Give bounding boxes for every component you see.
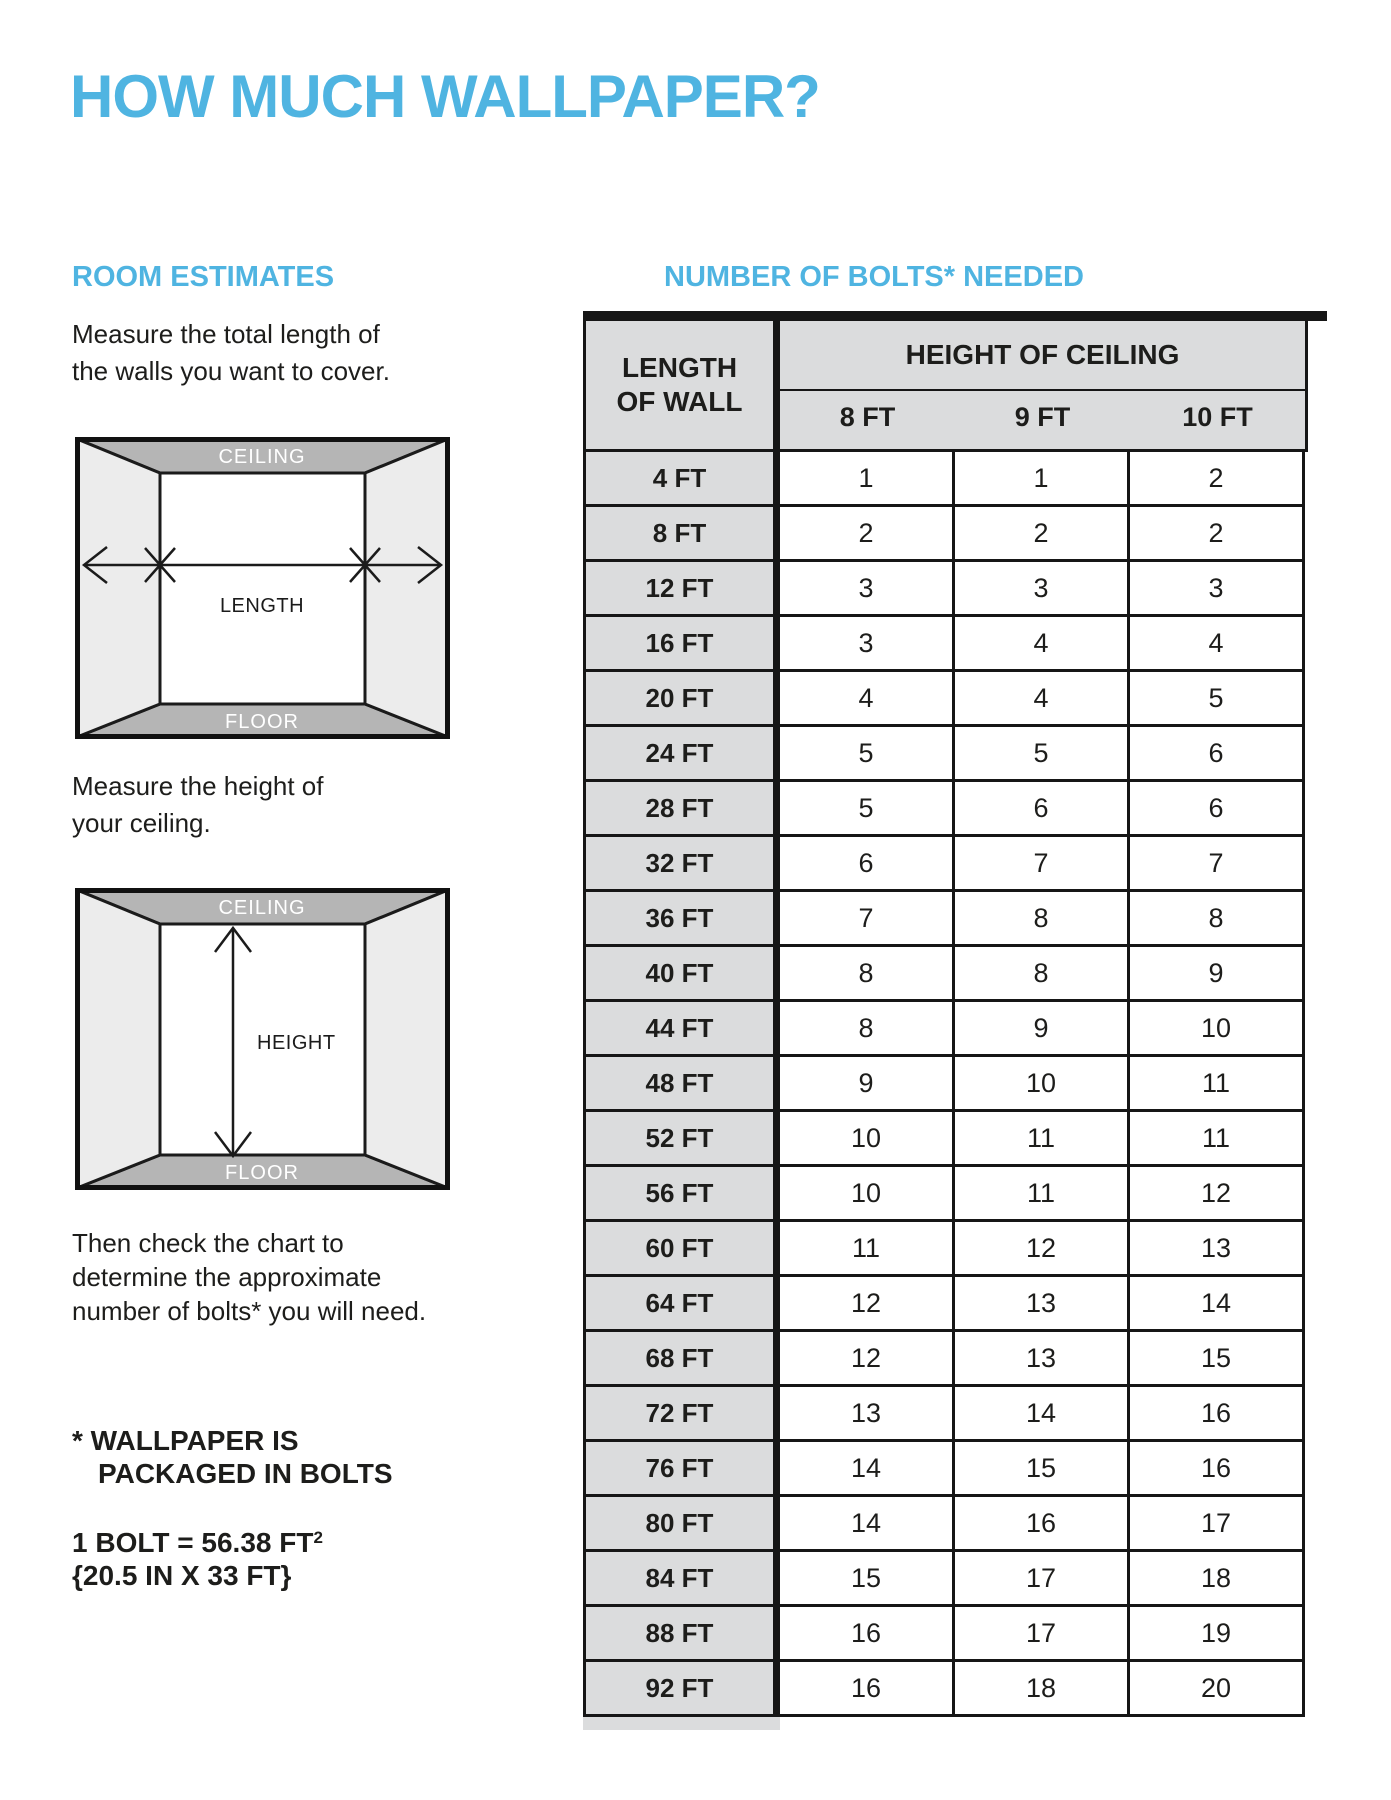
corner-line-1: LENGTH xyxy=(621,352,738,383)
intro-text xyxy=(72,316,390,390)
height-label: HEIGHT xyxy=(257,1032,336,1054)
height-line-2: your ceiling. xyxy=(72,808,211,838)
table-cell: 2 xyxy=(780,507,955,562)
header-right-section xyxy=(780,321,1308,452)
table-row xyxy=(583,617,1308,672)
table-cell: 11 xyxy=(1130,1057,1305,1112)
table-cell: 5 xyxy=(780,782,955,837)
ceiling-label: CEILING xyxy=(218,897,306,919)
table-row xyxy=(583,1442,1308,1497)
column-header-10ft: 10 FT xyxy=(1182,402,1253,432)
row-label: 44 FT xyxy=(583,1002,780,1057)
measure-height-text xyxy=(72,768,324,842)
row-label: 40 FT xyxy=(583,947,780,1002)
table-row xyxy=(583,1387,1308,1442)
table-cell: 9 xyxy=(780,1057,955,1112)
table-row xyxy=(583,1607,1308,1662)
table-row xyxy=(583,1277,1308,1332)
table-cell: 12 xyxy=(780,1332,955,1387)
table-row xyxy=(583,1112,1308,1167)
row-label: 60 FT xyxy=(583,1222,780,1277)
table-cell: 20 xyxy=(1130,1662,1305,1717)
table-row xyxy=(583,1057,1308,1112)
left-wall xyxy=(77,439,160,737)
table-cell: 18 xyxy=(955,1662,1130,1717)
height-line-1: Measure the height of xyxy=(72,771,324,801)
corner-line-2: OF WALL xyxy=(616,386,743,417)
table-cell: 4 xyxy=(955,672,1130,727)
column-headers xyxy=(780,391,1305,444)
row-label: 80 FT xyxy=(583,1497,780,1552)
check-line-1: Then check the chart to xyxy=(72,1228,344,1258)
table-cell: 8 xyxy=(1130,892,1305,947)
table-cell: 17 xyxy=(1130,1497,1305,1552)
room-length-diagram xyxy=(75,437,450,739)
table-cell: 6 xyxy=(1130,782,1305,837)
table-footer-tab xyxy=(583,1717,780,1730)
right-wall xyxy=(365,890,448,1188)
check-line-2: determine the approximate xyxy=(72,1262,382,1292)
table-cell: 5 xyxy=(780,727,955,782)
corner-header-length-of-wall xyxy=(583,321,780,452)
row-label: 64 FT xyxy=(583,1277,780,1332)
intro-line-1: Measure the total length of xyxy=(72,319,380,349)
table-cell: 17 xyxy=(955,1552,1130,1607)
table-cell: 11 xyxy=(955,1167,1130,1222)
length-label: LENGTH xyxy=(219,595,305,617)
table-cell: 4 xyxy=(780,672,955,727)
table-cell: 7 xyxy=(955,837,1130,892)
table-cell: 14 xyxy=(1130,1277,1305,1332)
row-label: 52 FT xyxy=(583,1112,780,1167)
table-cell: 3 xyxy=(780,562,955,617)
squared-superscript: 2 xyxy=(313,1528,323,1547)
table-cell: 15 xyxy=(955,1442,1130,1497)
table-row xyxy=(583,1167,1308,1222)
table-row xyxy=(583,947,1308,1002)
ceiling-label: CEILING xyxy=(218,446,306,468)
table-cell: 14 xyxy=(780,1442,955,1497)
row-label: 84 FT xyxy=(583,1552,780,1607)
table-header xyxy=(583,321,1308,452)
table-cell: 12 xyxy=(780,1277,955,1332)
row-label: 4 FT xyxy=(583,452,780,507)
floor-label: FLOOR xyxy=(225,711,299,733)
table-cell: 4 xyxy=(955,617,1130,672)
check-chart-text xyxy=(72,1226,426,1328)
footnote-line-2: PACKAGED IN BOLTS xyxy=(98,1458,393,1489)
row-label: 32 FT xyxy=(583,837,780,892)
table-cell: 10 xyxy=(955,1057,1130,1112)
table-cell: 13 xyxy=(955,1332,1130,1387)
footnote-line-1: * WALLPAPER IS xyxy=(72,1425,299,1456)
table-cell: 13 xyxy=(780,1387,955,1442)
table-cell: 6 xyxy=(955,782,1130,837)
row-label: 28 FT xyxy=(583,782,780,837)
table-cell: 2 xyxy=(955,507,1130,562)
floor-label: FLOOR xyxy=(225,1162,299,1184)
table-cell: 16 xyxy=(1130,1442,1305,1497)
bolt-footnote xyxy=(72,1424,393,1490)
table-cell: 1 xyxy=(780,452,955,507)
bolt-size-line: 1 BOLT = 56.38 $FT^2$ xyxy=(72,1527,323,1558)
room-estimates-heading: ROOM ESTIMATES xyxy=(72,261,335,293)
table-cell: 8 xyxy=(780,1002,955,1057)
table-cell: 19 xyxy=(1130,1607,1305,1662)
table-cell: 3 xyxy=(955,562,1130,617)
row-label: 16 FT xyxy=(583,617,780,672)
row-label: 12 FT xyxy=(583,562,780,617)
table-cell: 8 xyxy=(780,947,955,1002)
table-row xyxy=(583,1222,1308,1277)
back-wall xyxy=(160,473,365,704)
table-cell: 5 xyxy=(1130,672,1305,727)
row-label: 24 FT xyxy=(583,727,780,782)
table-cell: 14 xyxy=(780,1497,955,1552)
table-cell: 18 xyxy=(1130,1552,1305,1607)
row-label: 48 FT xyxy=(583,1057,780,1112)
room-height-diagram xyxy=(75,888,450,1190)
table-cell: 10 xyxy=(1130,1002,1305,1057)
group-header-height-of-ceiling: HEIGHT OF CEILING xyxy=(780,321,1305,391)
table-cell: 3 xyxy=(780,617,955,672)
table-cell: 6 xyxy=(780,837,955,892)
table-cell: 14 xyxy=(955,1387,1130,1442)
bolts-needed-heading: NUMBER OF BOLTS* NEEDED xyxy=(664,261,1084,293)
table-row xyxy=(583,782,1308,837)
row-label: 76 FT xyxy=(583,1442,780,1497)
table-cell: 2 xyxy=(1130,452,1305,507)
table-cell: 1 xyxy=(955,452,1130,507)
table-row xyxy=(583,1002,1308,1057)
table-cell: 16 xyxy=(780,1607,955,1662)
table-cell: 10 xyxy=(780,1112,955,1167)
table-cell: 5 xyxy=(955,727,1130,782)
row-label: 56 FT xyxy=(583,1167,780,1222)
row-label: 20 FT xyxy=(583,672,780,727)
table-cell: 13 xyxy=(955,1277,1130,1332)
table-cell: 6 xyxy=(1130,727,1305,782)
bolts-table-body xyxy=(583,452,1327,1717)
row-label: 88 FT xyxy=(583,1607,780,1662)
table-top-border xyxy=(583,311,1327,321)
check-line-3: number of bolts* you will need. xyxy=(72,1296,427,1326)
table-cell: 12 xyxy=(1130,1167,1305,1222)
table-row xyxy=(583,452,1308,507)
table-cell: 4 xyxy=(1130,617,1305,672)
page-title: HOW MUCH WALLPAPER? xyxy=(70,63,820,130)
intro-line-2: the walls you want to cover. xyxy=(72,356,390,386)
table-row xyxy=(583,727,1308,782)
table-cell: 16 xyxy=(1130,1387,1305,1442)
row-label: 8 FT xyxy=(583,507,780,562)
table-cell: 12 xyxy=(955,1222,1130,1277)
table-cell: 7 xyxy=(1130,837,1305,892)
table-cell: 8 xyxy=(955,947,1130,1002)
table-row xyxy=(583,1497,1308,1552)
table-cell: 9 xyxy=(1130,947,1305,1002)
left-wall xyxy=(77,890,160,1188)
table-row xyxy=(583,1332,1308,1387)
table-cell: 10 xyxy=(780,1167,955,1222)
table-row xyxy=(583,1552,1308,1607)
column-header-9ft: 9 FT xyxy=(1014,402,1071,432)
table-row xyxy=(583,562,1308,617)
table-cell: 2 xyxy=(1130,507,1305,562)
right-wall xyxy=(365,439,448,737)
table-cell: 13 xyxy=(1130,1222,1305,1277)
row-label: 68 FT xyxy=(583,1332,780,1387)
table-cell: 8 xyxy=(955,892,1130,947)
column-header-8ft: 8 FT xyxy=(839,402,896,432)
row-label: 72 FT xyxy=(583,1387,780,1442)
table-row xyxy=(583,892,1308,947)
table-cell: 11 xyxy=(1130,1112,1305,1167)
table-cell: 9 xyxy=(955,1002,1130,1057)
table-cell: 16 xyxy=(955,1497,1130,1552)
table-row xyxy=(583,837,1308,892)
table-cell: 11 xyxy=(780,1222,955,1277)
table-row xyxy=(583,672,1308,727)
table-cell: 15 xyxy=(780,1552,955,1607)
bolt-dimensions: {20.5 IN X 33 FT} xyxy=(72,1560,292,1591)
table-cell: 15 xyxy=(1130,1332,1305,1387)
table-cell: 7 xyxy=(780,892,955,947)
row-label: 92 FT xyxy=(583,1662,780,1717)
table-row xyxy=(583,1662,1308,1717)
table-row xyxy=(583,507,1308,562)
table-cell: 17 xyxy=(955,1607,1130,1662)
table-cell: 16 xyxy=(780,1662,955,1717)
table-cell: 3 xyxy=(1130,562,1305,617)
bolt-equation xyxy=(72,1521,323,1592)
table-cell: 11 xyxy=(955,1112,1130,1167)
bolts-table xyxy=(583,311,1327,1730)
row-label: 36 FT xyxy=(583,892,780,947)
